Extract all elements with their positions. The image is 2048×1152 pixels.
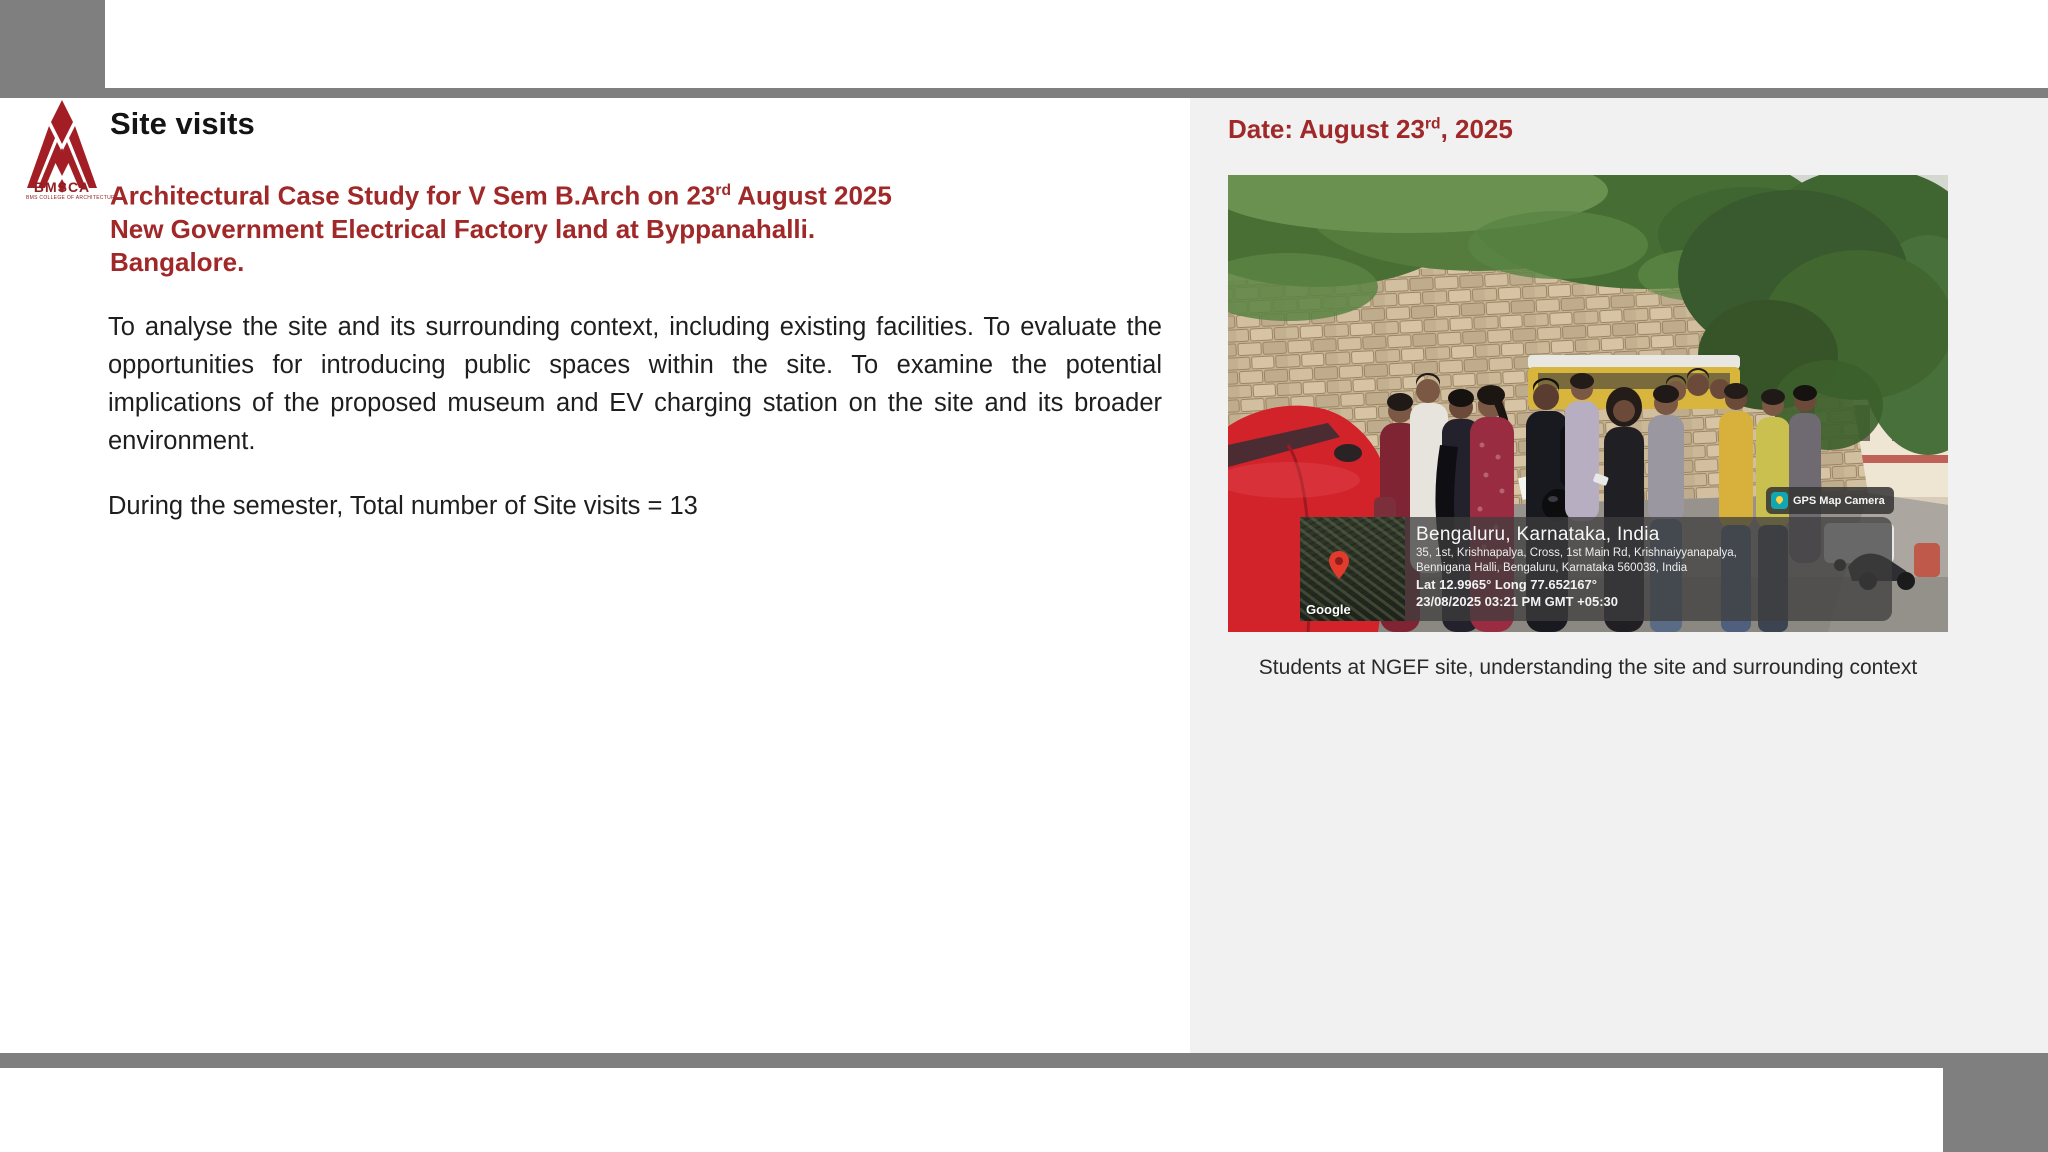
top-divider-bar [0,88,2048,98]
case-study-heading [110,174,892,279]
google-attribution: Google [1306,602,1351,617]
heading-line1-text: Architectural Case Study for V Sem B.Arch on 23 [110,180,716,211]
gps-address-line2: Bennigana Halli, Bengaluru, Karnataka 560038, India [1416,562,1688,574]
gps-map-camera-badge [1766,487,1894,514]
logo-subtitle: BMS COLLEGE OF ARCHITECTURE [26,195,119,201]
heading-line-1 [110,174,892,213]
gps-map-camera-app-icon [1771,492,1788,509]
gps-coordinates: Lat 12.9965° Long 77.652167° [1416,577,1597,592]
date-text: Date: August 23 [1228,114,1425,144]
bottom-divider-bar [0,1053,2048,1068]
heading-line1-tail: August 2025 [730,180,892,211]
logo-acronym: BMSCA [33,179,91,195]
photo-caption: Students at NGEF site, understanding the site and surrounding context [1258,656,1918,679]
gps-address-line1: 35, 1st, Krishnapalya, Cross, 1st Main Rd, Krishnaiyyanapalya, [1416,547,1737,559]
heading-line1-superscript: rd [715,182,731,199]
site-visit-photo [1228,175,1948,632]
heading-line-3: Bangalore. [110,246,245,277]
gps-info-box [1405,517,1892,621]
objective-paragraph: To analyse the site and its surrounding context, including existing facilities. To evaluate the opportunities for introducing public spaces within the site. To examine the potential implications of the proposed museum and EV charging station on the site and its broader environment. [108,313,1162,455]
date-superscript: rd [1424,115,1441,133]
top-left-corner-block [0,0,105,88]
gps-map-thumbnail [1300,517,1405,621]
map-pin-icon [1328,551,1350,579]
bottom-right-corner-block [1943,1068,2048,1152]
gps-location-title: Bengaluru, Karnataka, India [1416,524,1660,545]
page-title: Site visits [110,106,255,141]
date-text-tail: , 2025 [1440,114,1513,144]
gps-badge-label: GPS Map Camera [1793,494,1885,507]
date-heading [1228,114,1513,145]
gps-timestamp: 23/08/2025 03:21 PM GMT +05:30 [1416,594,1618,609]
heading-line-2: New Government Electrical Factory land at Byppanahalli. [110,213,816,244]
site-visit-count-line: During the semester, Total number of Site visits = 13 [108,492,698,520]
bmsca-logo [26,100,119,224]
